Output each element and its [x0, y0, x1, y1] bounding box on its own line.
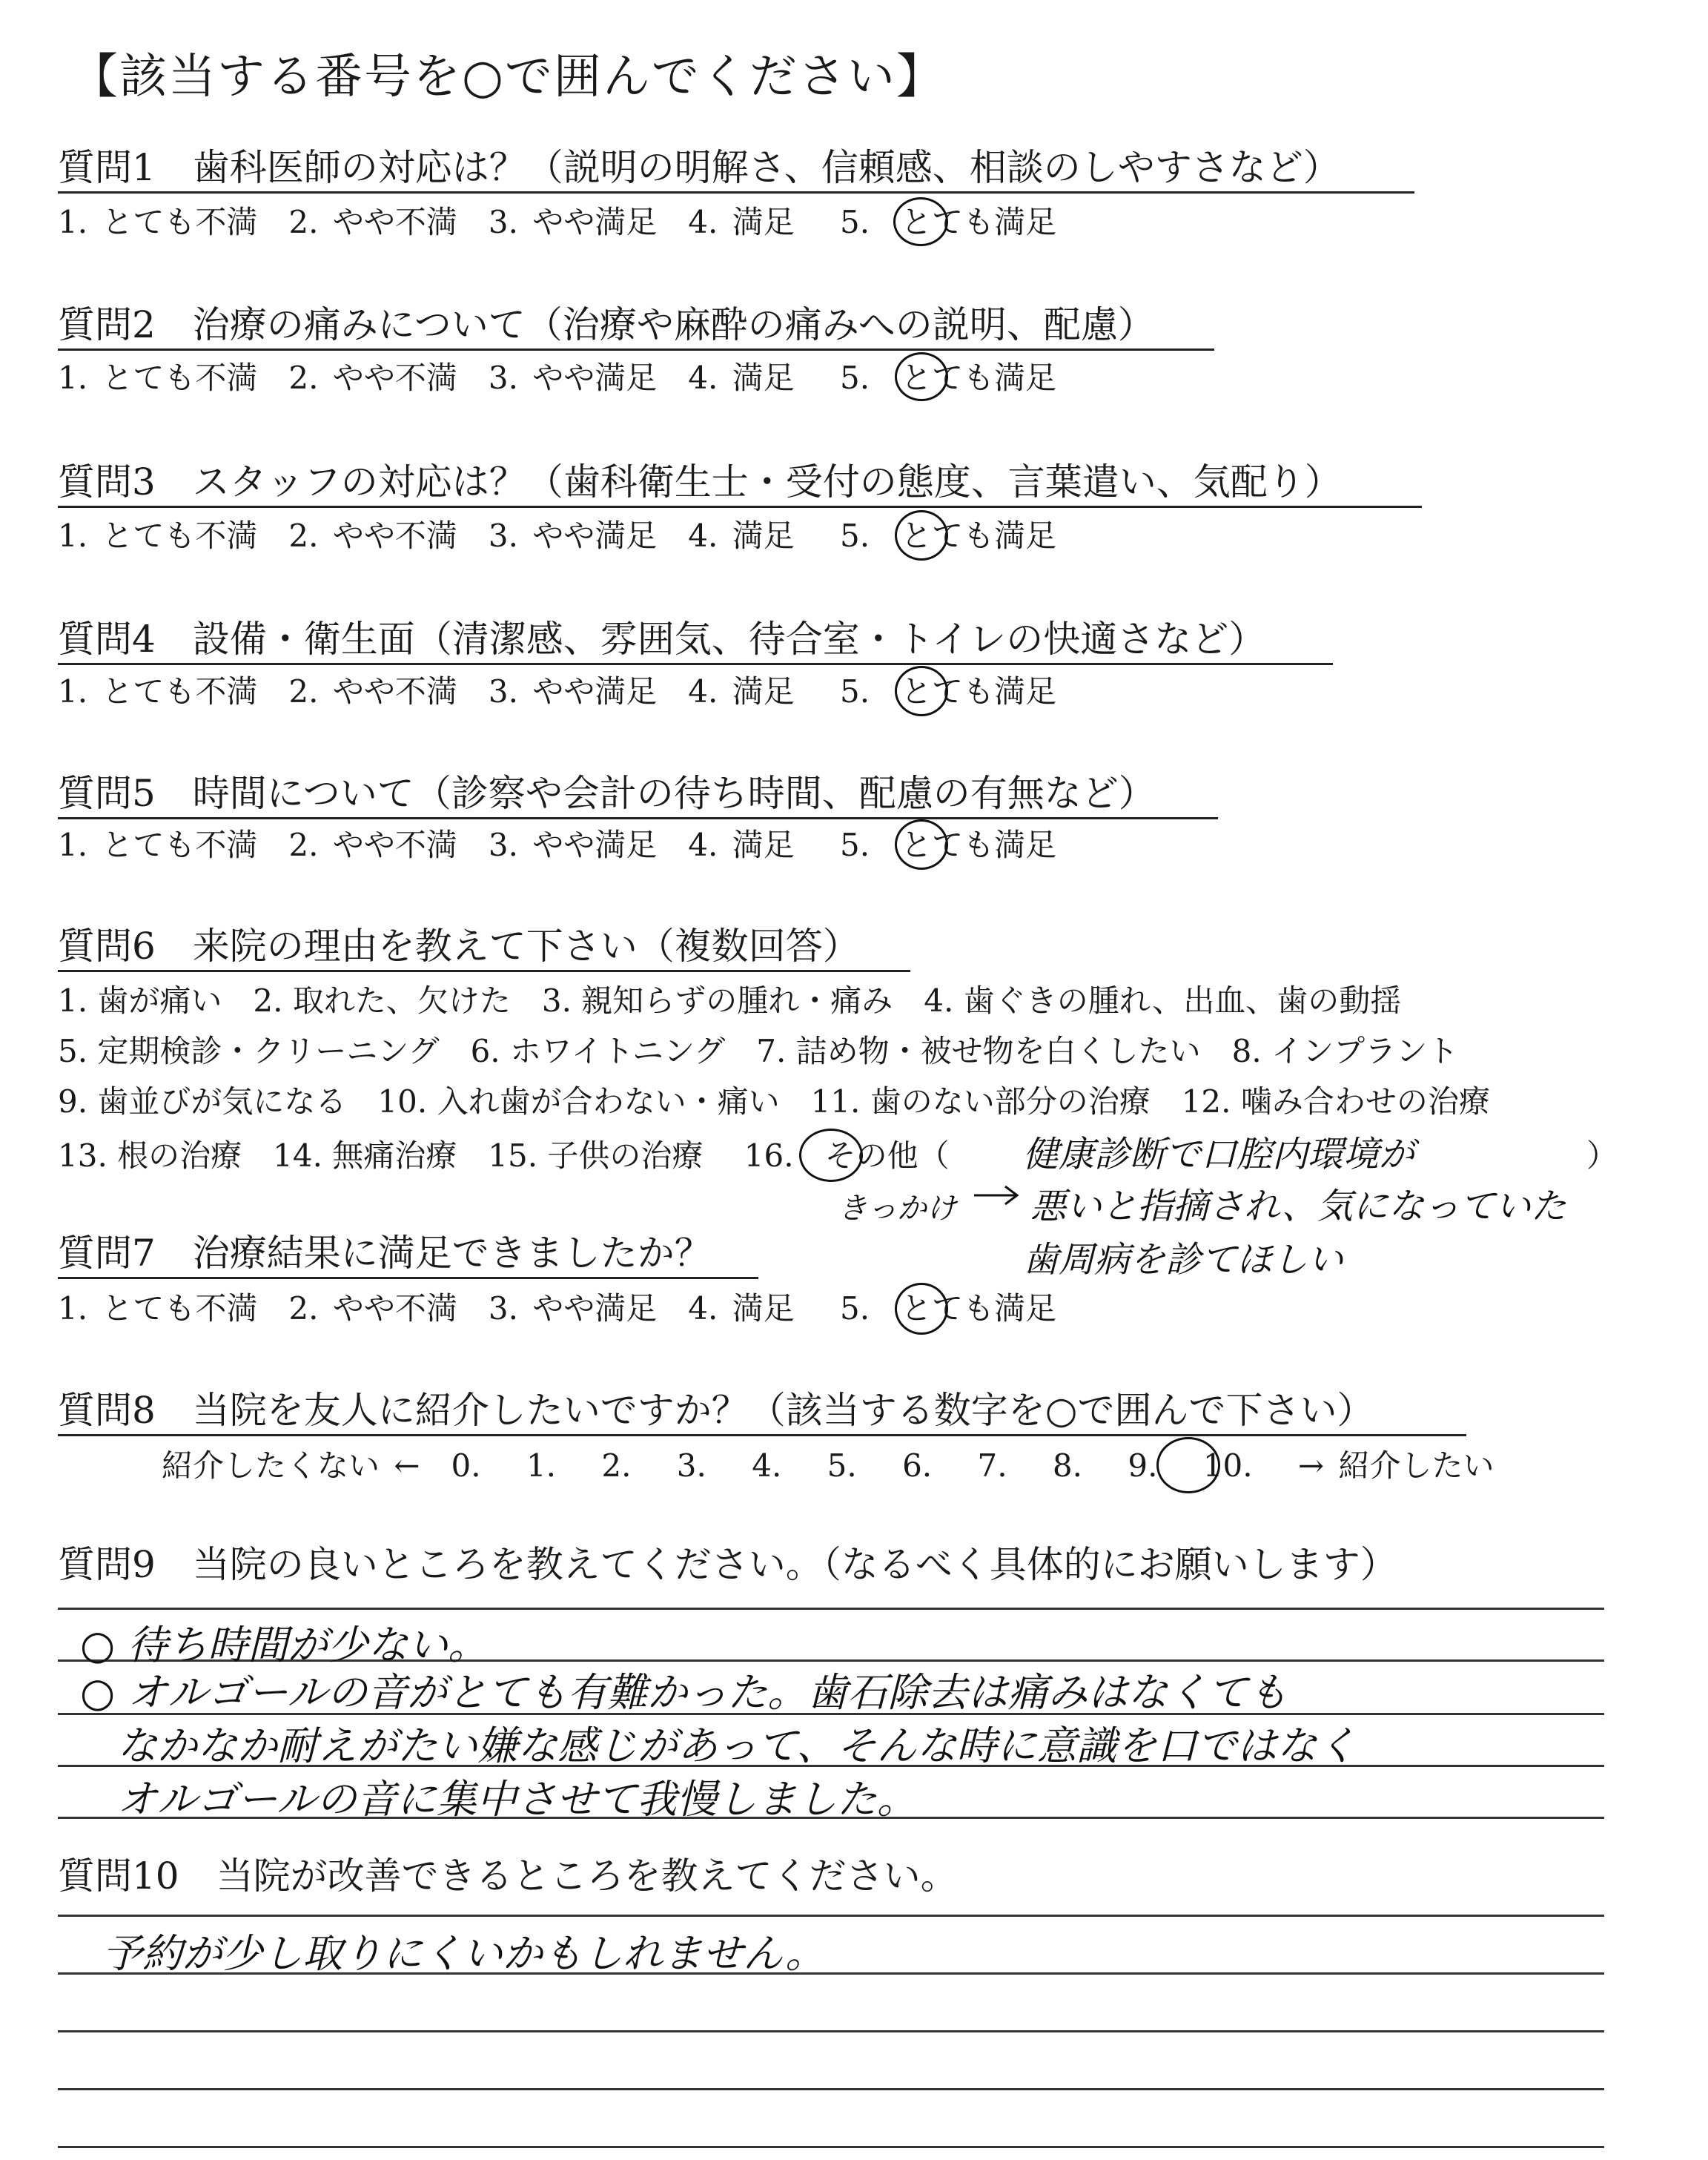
question-8-underline	[58, 1434, 1466, 1436]
question-6-other-prefix: きっかけ	[838, 1192, 956, 1226]
page-title: 【該当する番号を○で囲んでください】	[70, 50, 945, 105]
question-9-answer-line-1: ○ 待ち時間が少ない。	[80, 1622, 489, 1668]
question-1-underline	[58, 191, 1414, 194]
question-5-selected-circle	[895, 819, 948, 870]
answer-line	[58, 2088, 1604, 2090]
question-6-options-row-2: 5. 定期検診・クリーニング 6. ホワイトニング 7. 詰め物・被せ物を白くしたい 8. インプラント	[58, 1033, 1459, 1069]
question-7-label: 質問7 治療結果に満足できましたか？	[58, 1232, 712, 1275]
question-7-selected-circle	[895, 1283, 948, 1335]
answer-line	[58, 1608, 1604, 1610]
question-6-other-answer-line-2: 悪いと指摘され、気になっていた	[1030, 1186, 1566, 1227]
question-9-answer-line-3: なかなか耐えがたい嫌な感じがあって、そんな時に意識を口ではなく	[117, 1723, 1357, 1769]
question-10-label: 質問10 当院が改善できるところを教えてください。	[58, 1855, 958, 1898]
question-5-label: 質問5 時間について（診察や会計の待ち時間、配慮の有無など）	[58, 772, 1156, 815]
question-2-selected-circle	[895, 352, 948, 401]
question-5-underline	[58, 817, 1218, 819]
question-6-other-answer-line-3: 歯周病を診てほしい	[1023, 1239, 1344, 1281]
question-6-selected-circle	[799, 1129, 863, 1182]
question-6-other-close: ）	[1586, 1137, 1618, 1174]
question-3-selected-circle	[895, 510, 948, 561]
question-4-label: 質問4 設備・衛生面（清潔感、雰囲気、待合室・トイレの快適さなど）	[58, 618, 1266, 661]
question-1-selected-circle	[893, 197, 948, 246]
question-9-answer-line-2: ○ オルゴールの音がとても有難かった。歯石除去は痛みはなくても	[80, 1669, 1288, 1716]
question-6-other-answer-line-1: 健康診断で口腔内環境が	[1023, 1134, 1415, 1175]
question-2-underline	[58, 349, 1214, 351]
question-3-underline	[58, 506, 1422, 508]
answer-line	[58, 1915, 1604, 1917]
question-3-options: 1. とても不満 2. やや不満 3. やや満足 4. 満足 5. とても満足	[58, 518, 1057, 554]
question-4-options: 1. とても不満 2. やや不満 3. やや満足 4. 満足 5. とても満足	[58, 673, 1057, 710]
question-2-label: 質問2 治療の痛みについて（治療や麻酔の痛みへの説明、配慮）	[58, 303, 1155, 346]
question-7-underline	[58, 1277, 758, 1279]
question-3-label: 質問3 スタッフの対応は？（歯科衛生士・受付の態度、言葉遣い、気配り）	[58, 460, 1342, 503]
question-4-selected-circle	[895, 666, 948, 716]
question-9-label: 質問9 当院の良いところを教えてください。（なるべく具体的にお願いします）	[58, 1543, 1397, 1586]
question-8-scale: 紹介したくない ← 0. 1. 2. 3. 4. 5. 6. 7. 8. 9. 10. → 紹介したい	[162, 1447, 1494, 1484]
question-8-label: 質問8 当院を友人に紹介したいですか？（該当する数字を○で囲んで下さい）	[58, 1389, 1374, 1432]
question-1-options: 1. とても不満 2. やや不満 3. やや満足 4. 満足 5. とても満足	[58, 204, 1057, 240]
question-6-options-row-1: 1. 歯が痛い 2. 取れた、欠けた 3. 親知らずの腫れ・痛み 4. 歯ぐきの腫れ、出血、歯の動揺	[58, 982, 1402, 1019]
question-7-options: 1. とても不満 2. やや不満 3. やや満足 4. 満足 5. とても満足	[58, 1290, 1057, 1327]
question-4-underline	[58, 663, 1333, 665]
answer-line	[58, 2030, 1604, 2032]
question-8-selected-circle	[1156, 1437, 1220, 1493]
handwritten-arrow-icon	[971, 1179, 1023, 1209]
question-6-options-row-4: 13. 根の治療 14. 無痛治療 15. 子供の治療 16. その他（	[58, 1137, 950, 1174]
question-9-answer-line-4: オルゴールの音に集中させて我慢しました。	[117, 1776, 917, 1823]
question-6-label: 質問6 来院の理由を教えて下さい（複数回答）	[58, 925, 860, 968]
question-5-options: 1. とても不満 2. やや不満 3. やや満足 4. 満足 5. とても満足	[58, 827, 1057, 863]
answer-line	[58, 2146, 1604, 2148]
question-1-label: 質問1 歯科医師の対応は？（説明の明解さ、信頼感、相談のしやすさなど）	[58, 146, 1340, 189]
question-10-answer-line-1: 予約が少し取りにくいかもしれません。	[102, 1930, 826, 1977]
question-6-options-row-3: 9. 歯並びが気になる 10. 入れ歯が合わない・痛い 11. 歯のない部分の治療 12. 噛み合わせの治療	[58, 1083, 1490, 1120]
question-6-underline	[58, 970, 910, 972]
question-2-options: 1. とても不満 2. やや不満 3. やや満足 4. 満足 5. とても満足	[58, 360, 1057, 396]
